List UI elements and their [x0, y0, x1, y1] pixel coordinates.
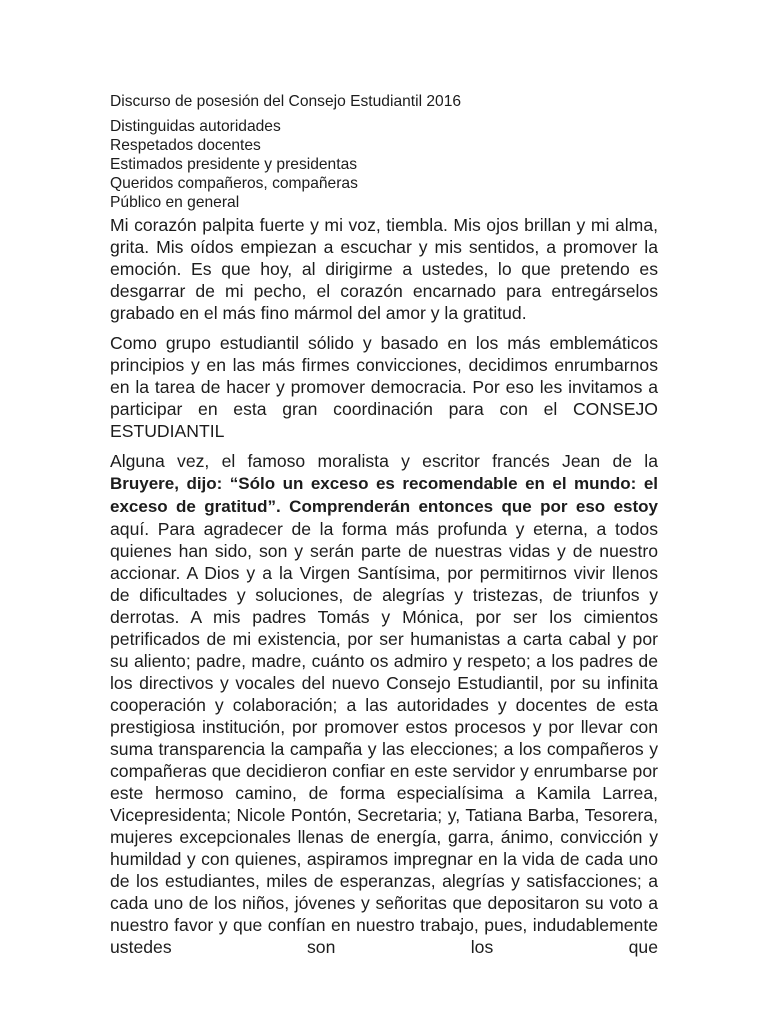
- salutation-list: [110, 117, 658, 212]
- salutation-line: Queridos compañeros, compañeras: [110, 175, 358, 192]
- body-paragraph-2: Como grupo estudiantil sólido y basado en los más emblemáticos principios y en las más firmes convicciones, decidimos enrumbarnos en la tarea de hacer y promover democracia. Por eso les invitamos a participar en esta gran coordinación para con el CONSEJO ESTUDIANTIL: [110, 333, 658, 441]
- body-paragraph-3: [110, 450, 658, 958]
- paragraph-3-continuation: aquí. Para agradecer de la forma más profunda y eterna, a todos quienes han sido, son y serán parte de nuestras vidas y de nuestro accionar. A Dios y a la Virgen Santísima, por permitirnos vivir llenos de dificultades y soluciones, de alegrías y tristezas, de triunfos y derrotas. A mis padres Tomás y Mónica, por ser los cimientos petrificados de mi existencia, por ser humanistas a carta cabal y por su aliento; padre, madre, cuánto os admiro y respeto; a los padres de los directivos y vocales del nuevo Consejo Estudiantil, por su infinita cooperación y colaboración; a las autoridades y docentes de esta prestigiosa institución, por promover estos procesos y por llevar con suma transparencia la campaña y las elecciones; a los compañeros y compañeras que decidieron confiar en este servidor y enrumbarse por este hermoso camino, de forma especialísima a Kamila Larrea, Vicepresidenta; Nicole Pontón, Secretaria; y, Tatiana Barba, Tesorera, mujeres excepcionales llenas de energía, garra, ánimo, convicción y humildad y con quienes, aspiramos impregnar en la vida de cada uno de los estudiantes, miles de esperanzas, alegrías y satisfacciones; a cada uno de los niños, jóvenes y señoritas que depositaron su voto a nuestro favor y que confían en nuestro trabajo, pues, indudablemente ustedes son los que: [110, 519, 658, 957]
- document-title: Discurso de posesión del Consejo Estudiantil 2016: [110, 93, 462, 110]
- salutation-line: Público en general: [110, 194, 240, 211]
- salutation-line: Distinguidas autoridades: [110, 118, 281, 135]
- quote-bold-text: Bruyere, dijo: “Sólo un exceso es recomendable en el mundo: el exceso de gratitud”. Comprenderán entonces que por eso estoy: [110, 474, 658, 516]
- document-header: [110, 92, 658, 212]
- paragraph-3-intro: Alguna vez, el famoso moralista y escritor francés Jean de la: [110, 451, 658, 471]
- document-page: [110, 92, 658, 958]
- salutation-line: Estimados presidente y presidentas: [110, 156, 358, 173]
- body-paragraph-1: Mi corazón palpita fuerte y mi voz, tiembla. Mis ojos brillan y mi alma, grita. Mis oídos empiezan a escuchar y mis sentidos, a promover la emoción. Es que hoy, al dirigirme a ustedes, lo que pretendo es desgarrar de mi pecho, el corazón encarnado para entregárselos grabado en el más fino mármol del amor y la gratitud.: [110, 215, 658, 323]
- salutation-line: Respetados docentes: [110, 137, 261, 154]
